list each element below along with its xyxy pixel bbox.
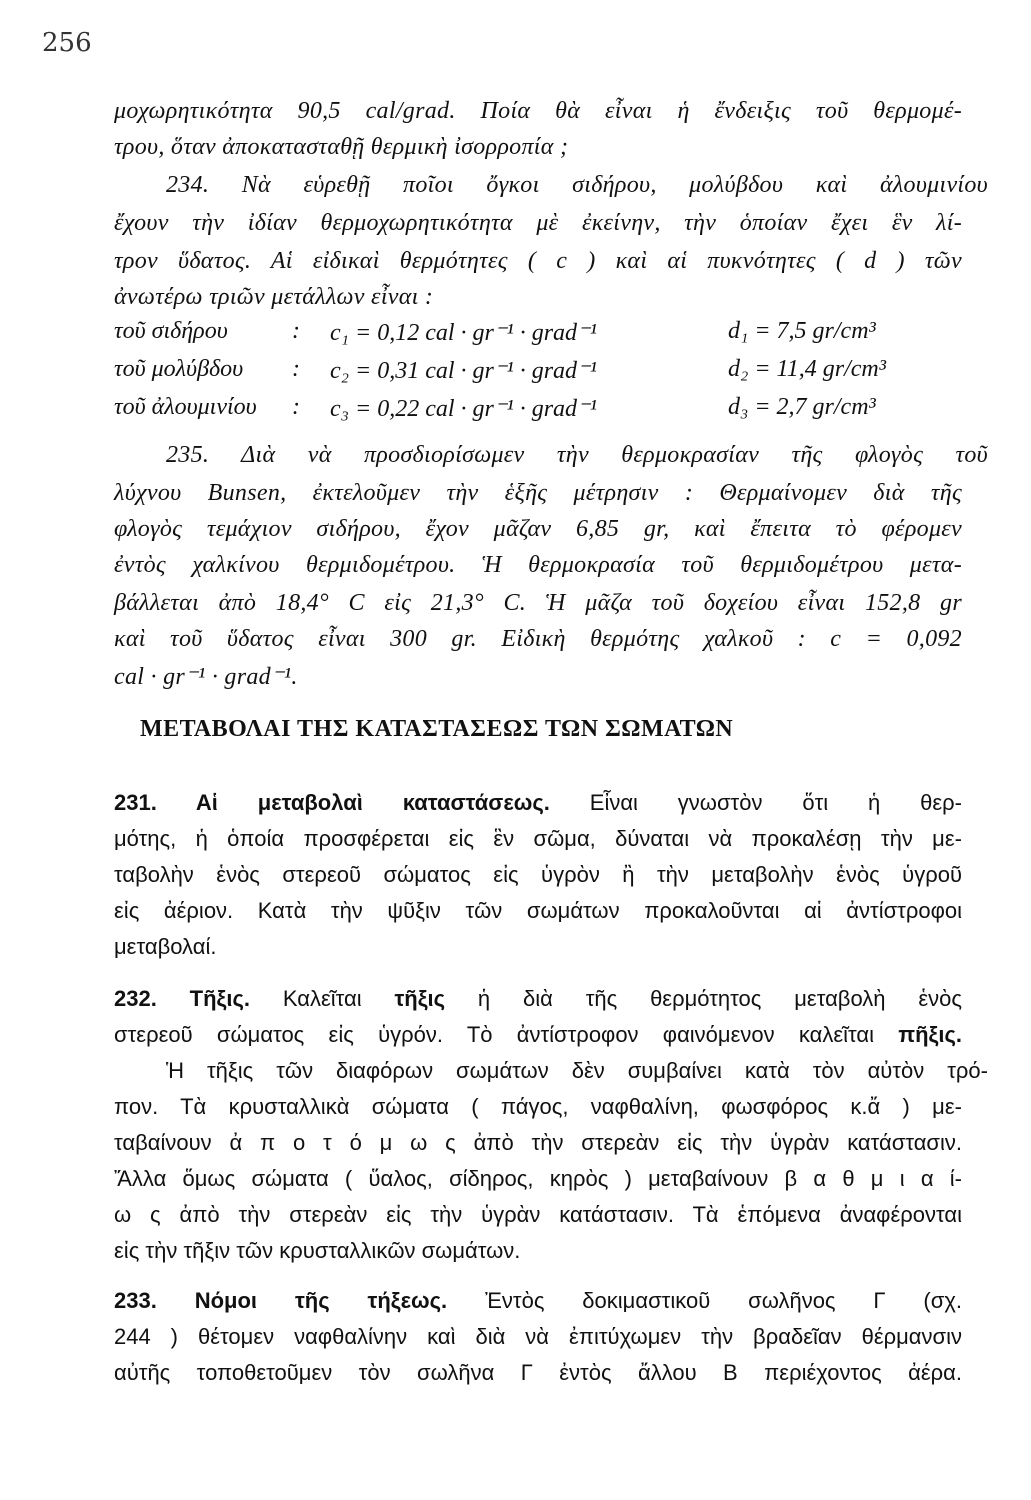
- text-segment: μότης, ἡ ὁποία προσφέρεται εἰς ἓν σῶμα, δύναται νὰ προκαλέσῃ τὴν με-: [114, 826, 962, 851]
- text-segment: στερεοῦ σώματος εἰς ὑγρόν. Τὸ ἀντίστροφον φαινόμενον καλεῖται: [114, 1022, 899, 1047]
- text-segment: αὐτῆς τοποθετοῦμεν τὸν σωλῆνα Γ ἐντὸς ἄλλου Β περιέχοντος ἀέρα.: [114, 1360, 962, 1385]
- text-line: [114, 826, 962, 852]
- bold-term: 233. Νόμοι τῆς τήξεως.: [114, 1288, 448, 1313]
- text-line: [114, 284, 962, 311]
- density: d₂ = 11,4 gr/cm³: [728, 356, 886, 382]
- text-line: [114, 516, 962, 543]
- text-segment: μεταβολαί.: [114, 934, 217, 959]
- text-segment: βάλλεται ἀπὸ 18,4° C εἰς 21,3° C. Ἡ μᾶζα τοῦ δοχείου εἶναι 152,8 gr: [114, 590, 962, 616]
- text-segment: Ἄλλα ὅμως σώματα ( ὕαλος, σίδηρος, κηρὸς ) μεταβαίνουν β α θ μ ι α ί-: [114, 1166, 962, 1191]
- text-line: [114, 480, 962, 507]
- text-segment: 244 ) θέτομεν ναφθαλίνην καὶ διὰ νὰ ἐπιτύχωμεν τὴν βραδεῖαν θέρμανσιν: [114, 1324, 962, 1349]
- bold-term: 232. Τῆξις.: [114, 986, 250, 1011]
- colon: :: [292, 394, 300, 420]
- text-segment: 234. Νὰ εὑρεθῇ ποῖοι ὄγκοι σιδήρου, μολύβδου καὶ ἀλουμινίου: [166, 172, 988, 198]
- text-line: [114, 1094, 962, 1120]
- text-line: [140, 1058, 988, 1084]
- text-line: [140, 442, 988, 469]
- text-line: [114, 790, 962, 816]
- section-heading: ΜΕΤΑΒΟΛΑΙ ΤΗΣ ΚΑΤΑΣΤΑΣΕΩΣ ΤΩΝ ΣΩΜΑΤΩΝ: [140, 716, 734, 742]
- text-segment: cal · gr⁻¹ · grad⁻¹.: [114, 664, 298, 690]
- text-line: [114, 1238, 962, 1264]
- density: d₃ = 2,7 gr/cm³: [728, 394, 876, 420]
- specific-heat: c₃ = 0,22 cal · gr⁻¹ · grad⁻¹: [330, 396, 597, 422]
- page-number: 256: [42, 28, 92, 58]
- specific-heat: c₂ = 0,31 cal · gr⁻¹ · grad⁻¹: [330, 358, 597, 384]
- specific-heat: c₁ = 0,12 cal · gr⁻¹ · grad⁻¹: [330, 320, 597, 346]
- text-segment: ἡ διὰ τῆς θερμότητος μεταβολὴ ἑνὸς: [445, 986, 962, 1011]
- text-segment: ἀνωτέρω τριῶν μετάλλων εἶναι :: [114, 284, 434, 310]
- text-segment: τρου, ὅταν ἀποκατασταθῇ θερμικὴ ἰσορροπία ;: [114, 134, 569, 160]
- text-line: [114, 662, 962, 691]
- text-line: [114, 898, 962, 924]
- text-line: [114, 626, 962, 653]
- text-line: [114, 552, 962, 579]
- text-segment: εἰς τὴν τῆξιν τῶν κρυσταλλικῶν σωμάτων.: [114, 1238, 521, 1263]
- text-line: [114, 1022, 962, 1048]
- text-segment: Ἐντὸς δοκιμαστικοῦ σωλῆνος Γ (σχ.: [447, 1288, 962, 1313]
- text-line: [114, 98, 962, 125]
- text-segment: Ἡ τῆξις τῶν διαφόρων σωμάτων δὲν συμβαίνει κατὰ τὸν αὐτὸν τρό-: [166, 1058, 988, 1083]
- text-segment: 235. Διὰ νὰ προσδιορίσωμεν τὴν θερμοκρασίαν τῆς φλογὸς τοῦ: [166, 442, 988, 468]
- bold-term: τῆξις: [394, 986, 446, 1011]
- text-segment: ἐντὸς χαλκίνου θερμιδομέτρου. Ἡ θερμοκρασία τοῦ θερμιδομέτρου μετα-: [114, 552, 962, 578]
- text-segment: ταβαίνουν ἀ π ο τ ό μ ω ς ἀπὸ τὴν στερεὰν εἰς τὴν ὑγρὰν κατάστασιν.: [114, 1130, 962, 1155]
- text-line: [114, 210, 962, 237]
- text-segment: καὶ τοῦ ὕδατος εἶναι 300 gr. Εἰδικὴ θερμότης χαλκοῦ : c = 0,092: [114, 626, 962, 652]
- text-line: [114, 590, 962, 617]
- text-segment: πον. Τὰ κρυσταλλικὰ σώματα ( πάγος, ναφθαλίνη, φωσφόρος κ.ἄ ) με-: [114, 1094, 962, 1119]
- text-line: [114, 986, 962, 1012]
- metal-name: τοῦ σιδήρου: [114, 318, 228, 344]
- text-segment: ἔχουν τὴν ἰδίαν θερμοχωρητικότητα μὲ ἐκείνην, τὴν ὁποίαν ἔχει ἓν λί-: [114, 210, 962, 236]
- density: d₁ = 7,5 gr/cm³: [728, 318, 876, 344]
- text-segment: τρον ὕδατος. Αἱ εἰδικαὶ θερμότητες ( c ) καὶ αἱ πυκνότητες ( d ) τῶν: [114, 248, 962, 274]
- colon: :: [292, 318, 300, 344]
- text-line: [114, 1130, 962, 1156]
- text-segment: Καλεῖται: [250, 986, 395, 1011]
- text-line: [114, 134, 962, 161]
- text-line: [114, 1360, 962, 1386]
- text-segment: Εἶναι γνωστὸν ὅτι ἡ θερ-: [549, 790, 963, 815]
- text-line: [114, 1166, 962, 1192]
- text-segment: εἰς ἀέριον. Κατὰ τὴν ψῦξιν τῶν σωμάτων προκαλοῦνται αἱ ἀντίστροφοι: [114, 898, 962, 923]
- text-segment: μοχωρητικότητα 90,5 cal/grad. Ποία θὰ εἶναι ἡ ἔνδειξις τοῦ θερμομέ-: [114, 98, 962, 124]
- bold-term: πῆξις.: [898, 1022, 962, 1047]
- metal-name: τοῦ μολύβδου: [114, 356, 244, 382]
- text-segment: φλογὸς τεμάχιον σιδήρου, ἔχον μᾶζαν 6,85 gr, καὶ ἔπειτα τὸ φέρομεν: [114, 516, 962, 542]
- text-line: [114, 862, 962, 888]
- text-line: [114, 1324, 962, 1350]
- text-line: [114, 1288, 962, 1314]
- text-line: [114, 248, 962, 275]
- colon: :: [292, 356, 300, 382]
- metal-name: τοῦ ἀλουμινίου: [114, 394, 257, 420]
- text-segment: ταβολὴν ἑνὸς στερεοῦ σώματος εἰς ὑγρὸν ἢ τὴν μεταβολὴν ἑνὸς ὑγροῦ: [114, 862, 962, 887]
- text-line: [114, 934, 962, 960]
- bold-term: 231. Αἱ μεταβολαὶ καταστάσεως.: [114, 790, 550, 815]
- text-line: [140, 172, 988, 199]
- text-segment: λύχνου Bunsen, ἐκτελοῦμεν τὴν ἑξῆς μέτρησιν : Θερμαίνομεν διὰ τῆς: [114, 480, 962, 506]
- text-line: [114, 1202, 962, 1228]
- text-segment: ω ς ἀπὸ τὴν στερεὰν εἰς τὴν ὑγρὰν κατάστασιν. Τὰ ἑπόμενα ἀναφέρονται: [114, 1202, 962, 1227]
